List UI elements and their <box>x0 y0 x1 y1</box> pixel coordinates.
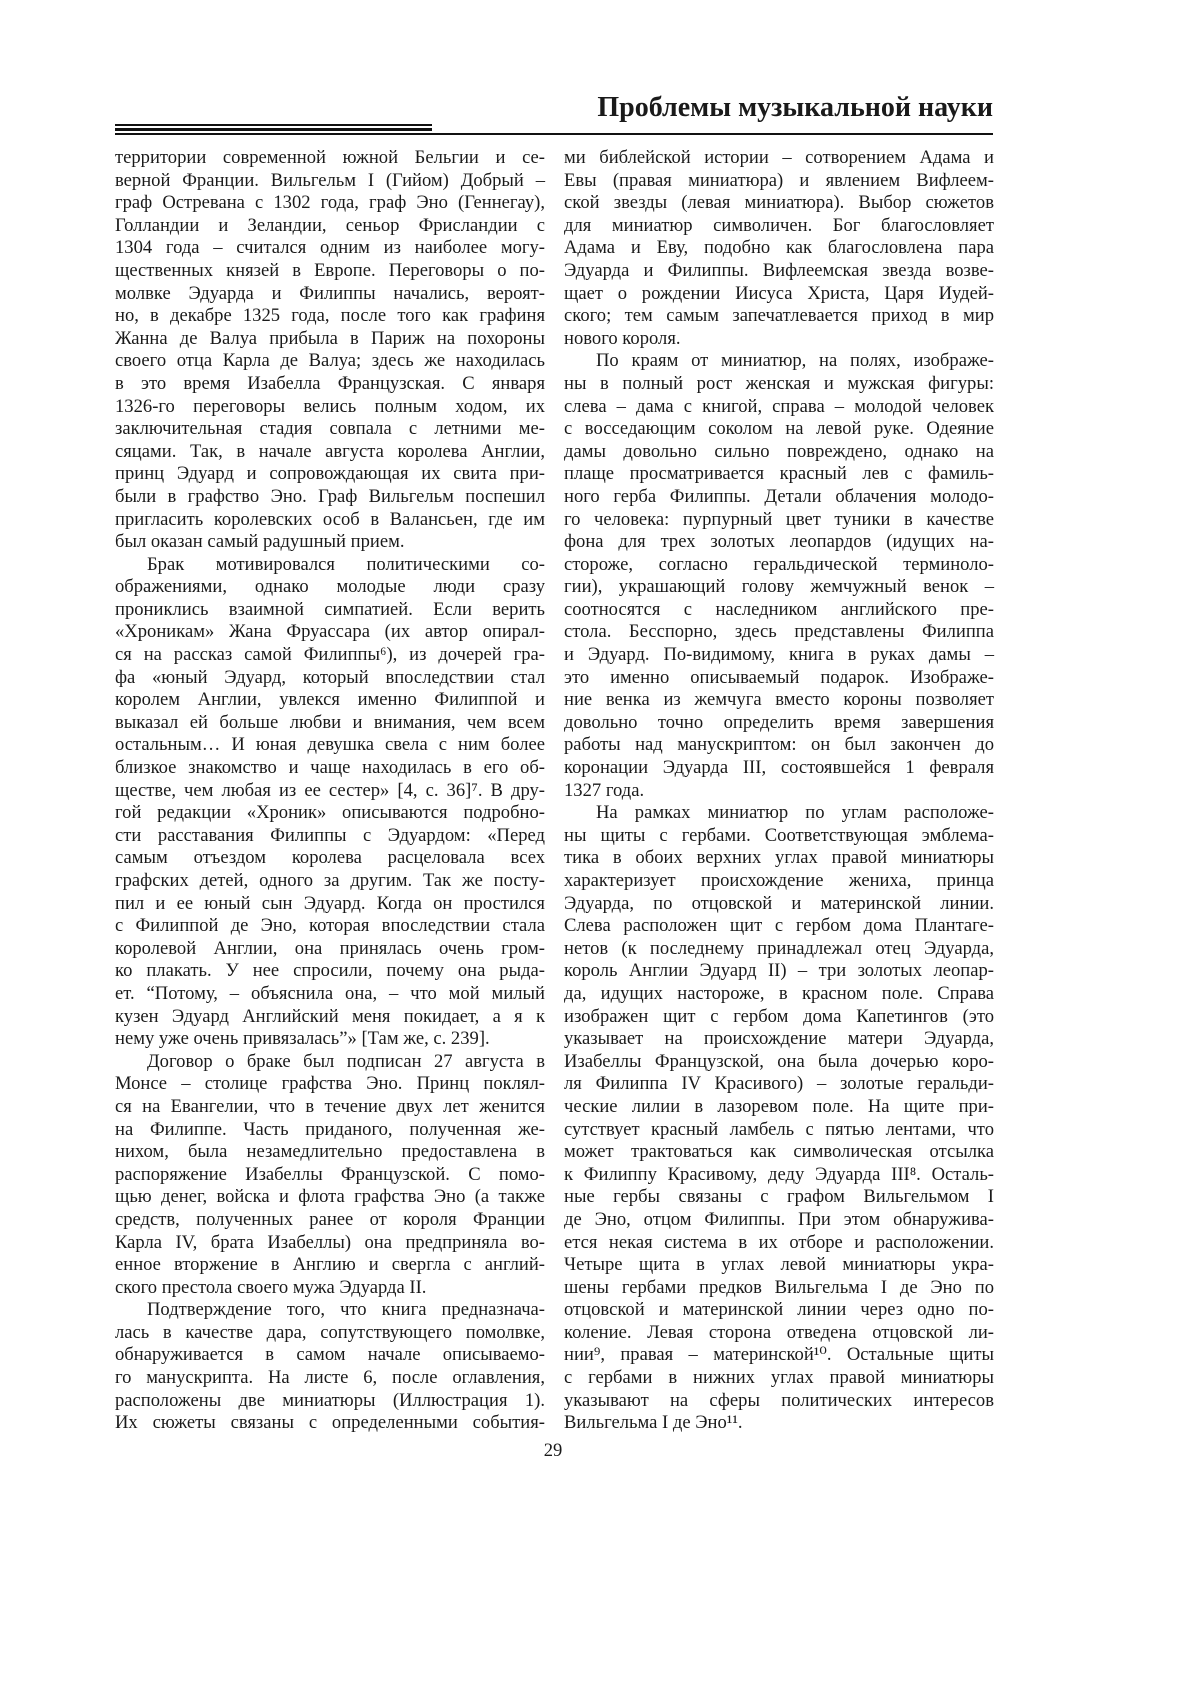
text-line: плаще просматривается красный лев с фамиль- <box>564 463 994 485</box>
text-line: но, в декабре 1325 года, после того как графиня <box>115 305 545 327</box>
text-line: ского престола своего мужа Эдуарда II. <box>115 1276 427 1298</box>
text-line: ческие лилии в лазоревом поле. На щите при- <box>564 1095 994 1117</box>
text-line: ля Филиппа IV Красивого) – золотые геральди- <box>564 1073 994 1095</box>
text-line: Голландии и Зеландии, сеньор Фрисландии с <box>115 214 545 236</box>
text-line: Слева расположен щит с гербом дома Плантаге- <box>564 915 994 937</box>
text-line: расположены две миниатюры (Иллюстрация 1). <box>115 1389 545 1411</box>
text-line: в это время Изабелла Французская. С января <box>115 372 545 394</box>
text-line: ся на Евангелии, что в течение двух лет женится <box>115 1095 545 1117</box>
text-line: территории современной южной Бельгии и се- <box>115 147 545 168</box>
text-line: отцовской и материнской линии через одно по- <box>564 1299 994 1321</box>
text-line: королем Англии, увлекся именно Филиппой и <box>115 689 545 711</box>
text-line: стороже, согласно геральдической терминоло- <box>564 553 994 575</box>
text-line: кузен Эдуард Английский меня покидает, а я к <box>115 1005 545 1027</box>
text-line: король Англии Эдуард II) – три золотых леопар- <box>564 960 994 982</box>
text-line: ного герба Филиппы. Детали облачения молодо- <box>564 485 994 507</box>
text-line: указывает на происхождение матери Эдуарда, <box>564 1028 994 1050</box>
text-line: ми библейской истории – сотворением Адама и <box>564 147 994 168</box>
text-line: распоряжение Изабеллы Французской. С помо- <box>115 1163 545 1185</box>
text-line: прониклись взаимной симпатией. Если верить <box>115 598 545 620</box>
text-line: «Хроникам» Жана Фруассара (их автор опирал- <box>115 621 545 643</box>
text-line: ны щиты с гербами. Соответствующая эмблема- <box>564 824 994 846</box>
text-line: го манускрипта. На листе 6, после оглавления, <box>115 1367 545 1389</box>
text-line: Четыре щита в углах левой миниатюры укра- <box>564 1254 994 1276</box>
text-line: По краям от миниатюр, на полях, изображе- <box>596 350 994 372</box>
text-line: гой редакции «Хроник» описываются подробно- <box>115 802 545 824</box>
text-line: фона для трех золотых леопардов (идущих на- <box>564 531 994 553</box>
text-line: Эдуарда, по отцовской и материнской линии. <box>564 892 994 914</box>
text-line: ется некая система в их отборе и расположении. <box>564 1231 994 1253</box>
text-line: тика в обоих верхних углах правой миниатюры <box>564 847 994 869</box>
text-line: принц Эдуард и сопровождающая их свита при- <box>115 463 545 485</box>
text-line: верной Франции. Вильгельм I (Гийом) Добрый – <box>115 169 545 191</box>
text-line: пригласить королевских особ в Валансьен, где им <box>115 508 545 530</box>
text-line: дамы довольно сильно повреждено, однако на <box>564 440 994 462</box>
left-text-column <box>115 147 545 1435</box>
text-line: гии), украшающий голову жемчужный венок – <box>564 576 994 598</box>
text-line: средств, полученных ранее от короля Франции <box>115 1208 545 1230</box>
text-line: королевой Англии, она принялась очень гром- <box>115 937 545 959</box>
text-line: был оказан самый радушный прием. <box>115 531 405 553</box>
header-rule-thick-1 <box>115 124 432 126</box>
text-line: Монсе – столице графства Эно. Принц поклял- <box>115 1073 545 1095</box>
text-line: Изабеллы Французской, она была дочерью коро- <box>564 1050 994 1072</box>
text-line: Карла IV, брата Изабеллы) она предприняла во- <box>115 1231 545 1253</box>
text-line: лась в качестве дара, сопутствующего помолвке, <box>115 1321 545 1343</box>
text-line: Договор о браке был подписан 27 августа в <box>147 1050 545 1072</box>
text-line: самым отъездом королева расцеловала всех <box>115 847 545 869</box>
text-line: с восседающим соколом на левой руке. Одеяние <box>564 418 994 440</box>
text-line: заключительная стадия совпала с летними ме- <box>115 418 545 440</box>
text-line: к Филиппу Красивому, деду Эдуарда III⁸. Осталь- <box>564 1163 994 1185</box>
text-line: ко плакать. У нее спросили, почему она рыда- <box>115 960 545 982</box>
text-line: обнаруживается в самом начале описываемо- <box>115 1344 545 1366</box>
text-line: молвке Эдуарда и Филиппы начались, вероят- <box>115 282 545 304</box>
text-line: ет. “Потому, – объяснила она, – что мой милый <box>115 982 545 1004</box>
text-line: коронации Эдуарда III, состоявшейся 1 февраля <box>564 757 994 779</box>
text-line: нему уже очень привязалась”» [Там же, с. 239]. <box>115 1028 490 1050</box>
text-line: выказал ей больше любви и внимания, чем всем <box>115 711 545 733</box>
text-line: енное вторжение в Англию и свергла с англий- <box>115 1254 545 1276</box>
text-line: ние венка из жемчуга вместо короны позволяет <box>564 689 994 711</box>
text-line: ны в полный рост женская и мужская фигуры: <box>564 372 994 394</box>
text-line: графских детей, одного за другим. Так же посту- <box>115 870 545 891</box>
running-header-title: Проблемы музыкальной науки <box>597 92 993 123</box>
header-rule-thick-2 <box>115 128 432 131</box>
text-line: щью денег, войска и флота графства Эно (а также <box>115 1186 545 1208</box>
text-line: Брак мотивировался политическими со- <box>147 553 545 575</box>
text-line: указывают на сферы политических интересов <box>564 1389 994 1411</box>
text-line: граф Остревана с 1302 года, граф Эно (Геннегау), <box>115 192 545 214</box>
text-line: довольно точно определить время завершения <box>564 711 994 733</box>
text-line: нового короля. <box>564 327 681 349</box>
text-line: работы над манускриптом: он был закончен до <box>564 734 994 756</box>
text-line: де Эно, отцом Филиппы. При этом обнаружива- <box>564 1208 994 1230</box>
text-line: Их сюжеты связаны с определенными события- <box>115 1412 545 1434</box>
text-line: нихом, была незамедлительно предоставлена в <box>115 1141 545 1163</box>
text-line: щественных князей в Европе. Переговоры о по- <box>115 259 545 281</box>
text-line: для миниатюр символичен. Бог благословляет <box>564 214 994 236</box>
text-line: своего отца Карла де Валуа; здесь же находилась <box>115 350 545 372</box>
text-line: изображен щит с гербом дома Капетингов (это <box>564 1005 994 1027</box>
text-line: ображениями, однако молодые люди сразу <box>115 576 545 598</box>
text-line: сяцами. Так, в начале августа королева Англии, <box>115 440 545 462</box>
text-line: Вильгельма I де Эно¹¹. <box>564 1412 743 1434</box>
text-line: коление. Левая сторона отведена отцовской ли- <box>564 1321 994 1343</box>
text-line: шены гербами предков Вильгельма I де Эно по <box>564 1276 994 1298</box>
text-line: на Филиппе. Часть приданого, полученная же- <box>115 1118 545 1140</box>
text-line: слева – дама с книгой, справа – молодой человек <box>564 395 994 417</box>
text-line: да, идущих настороже, в красном поле. Справа <box>564 982 994 1004</box>
text-line: это именно описываемый подарок. Изображе- <box>564 666 994 688</box>
text-line: близкое знакомство и чаще находилась в его об- <box>115 757 545 779</box>
text-line: 1304 года – считался одним из наиболее могу- <box>115 237 545 259</box>
text-line: характеризует происхождение жениха, принца <box>564 870 994 891</box>
text-line: сутствует красный ламбель с пятью лентами, что <box>564 1118 994 1140</box>
text-line: щает о рождении Иисуса Христа, Царя Иудей- <box>564 282 994 304</box>
text-line: ся на рассказ самой Филиппы⁶), из дочерей гра- <box>115 644 545 666</box>
page-number: 29 <box>543 1440 563 1461</box>
text-line: нии⁹, правая – материнской¹⁰. Остальные щиты <box>564 1344 994 1366</box>
text-line: 1327 года. <box>564 779 645 801</box>
text-line: На рамках миниатюр по углам расположе- <box>596 802 994 824</box>
text-line: 1326-го переговоры велись полным ходом, их <box>115 395 545 417</box>
text-line: нетов (к последнему принадлежал отец Эдуарда, <box>564 937 994 959</box>
text-line: фа «юный Эдуард, который впоследствии стал <box>115 666 545 688</box>
text-line: стола. Бесспорно, здесь представлены Филиппа <box>564 621 994 643</box>
text-line: ные гербы связаны с графом Вильгельмом I <box>564 1186 994 1208</box>
text-line: Подтверждение того, что книга предназнача- <box>147 1299 545 1321</box>
text-line: ского; тем самым запечатлевается приход в мир <box>564 305 994 327</box>
text-line: го человека: пурпурный цвет туники в качестве <box>564 508 994 530</box>
text-line: с Филиппой де Эно, которая впоследствии стала <box>115 915 545 937</box>
text-line: ществе, чем любая из ее сестер» [4, с. 36]⁷. В дру- <box>115 779 545 801</box>
text-line: Евы (правая миниатюра) и явлением Вифлеем- <box>564 169 994 191</box>
text-line: Адама и Еву, подобно как благословлена пара <box>564 237 994 259</box>
header-rule-full <box>115 133 993 135</box>
right-text-column <box>564 147 994 1435</box>
text-line: сти расставания Филиппы с Эдуардом: «Перед <box>115 824 545 846</box>
text-line: Эдуарда и Филиппы. Вифлеемская звезда возве- <box>564 259 994 281</box>
text-line: может трактоваться как символическая отсылка <box>564 1141 994 1163</box>
text-line: соотносятся с наследником английского пре- <box>564 598 994 620</box>
text-line: были в графство Эно. Граф Вильгельм поспешил <box>115 485 545 507</box>
text-line: остальным… И юная девушка свела с ним более <box>115 734 545 756</box>
text-line: пил и ее юный сын Эдуард. Когда он простился <box>115 892 545 914</box>
text-line: с гербами в нижних углах правой миниатюры <box>564 1367 994 1389</box>
text-line: Жанна де Валуа прибыла в Париж на похороны <box>115 327 545 349</box>
text-line: ской звезды (левая миниатюра). Выбор сюжетов <box>564 192 994 214</box>
text-line: и Эдуард. По-видимому, книга в руках дамы – <box>564 644 994 666</box>
